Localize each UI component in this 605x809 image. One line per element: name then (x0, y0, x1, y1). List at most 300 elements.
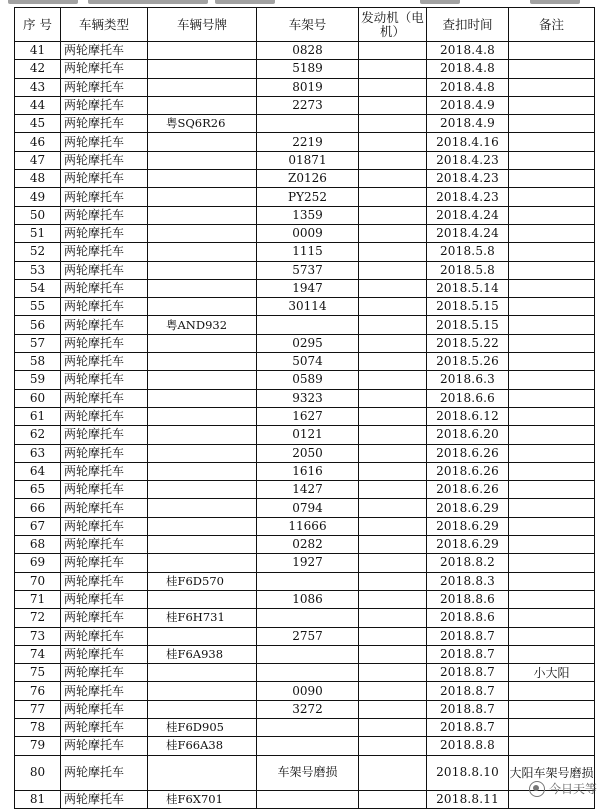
watermark (529, 780, 597, 797)
cell-no: 58 (15, 353, 61, 371)
table-row (15, 298, 595, 316)
cell-plate (148, 224, 257, 242)
table-row (15, 78, 595, 96)
cell-engine (359, 481, 427, 499)
cell-no: 65 (15, 481, 61, 499)
cell-engine (359, 96, 427, 114)
cell-vehicle-type: 两轮摩托车 (61, 499, 148, 517)
cell-vehicle-type: 两轮摩托车 (61, 682, 148, 700)
cell-vehicle-type: 两轮摩托车 (61, 462, 148, 480)
table-row (15, 718, 595, 736)
cell-no: 44 (15, 96, 61, 114)
cell-frame-number: 5074 (257, 353, 359, 371)
cell-seized-date: 2018.4.23 (427, 188, 509, 206)
cell-plate (148, 261, 257, 279)
cell-engine (359, 316, 427, 334)
cell-engine (359, 170, 427, 188)
cell-vehicle-type: 两轮摩托车 (61, 206, 148, 224)
cell-engine (359, 261, 427, 279)
cell-plate: 桂F66A38 (148, 737, 257, 755)
cell-plate (148, 755, 257, 790)
table-row (15, 755, 595, 790)
cell-plate: 桂F6X701 (148, 790, 257, 808)
cell-plate: 桂F6A938 (148, 645, 257, 663)
cell-note (509, 554, 595, 572)
cell-no: 81 (15, 790, 61, 808)
cell-seized-date: 2018.8.7 (427, 645, 509, 663)
cell-frame-number: 1427 (257, 481, 359, 499)
cell-seized-date: 2018.8.6 (427, 590, 509, 608)
cell-no: 61 (15, 407, 61, 425)
cell-note (509, 499, 595, 517)
table-row (15, 96, 595, 114)
cell-frame-number: 01871 (257, 151, 359, 169)
cell-seized-date: 2018.8.6 (427, 609, 509, 627)
cell-note (509, 188, 595, 206)
cell-plate (148, 481, 257, 499)
cell-frame-number: 车架号磨损 (257, 755, 359, 790)
cell-frame-number: 5737 (257, 261, 359, 279)
cell-plate: 桂F6D905 (148, 718, 257, 736)
cell-note (509, 78, 595, 96)
cell-vehicle-type: 两轮摩托车 (61, 353, 148, 371)
cell-frame-number: 2219 (257, 133, 359, 151)
cell-engine (359, 279, 427, 297)
table-body (15, 42, 595, 809)
cell-note (509, 627, 595, 645)
table-row (15, 737, 595, 755)
cell-note (509, 151, 595, 169)
table-row (15, 224, 595, 242)
table-row (15, 481, 595, 499)
cell-note (509, 572, 595, 590)
cell-no: 52 (15, 243, 61, 261)
cell-vehicle-type: 两轮摩托车 (61, 78, 148, 96)
header-note: 备注 (509, 8, 595, 42)
cell-seized-date: 2018.5.14 (427, 279, 509, 297)
cell-frame-number (257, 790, 359, 808)
cell-seized-date: 2018.6.26 (427, 481, 509, 499)
table-row (15, 407, 595, 425)
cell-engine (359, 188, 427, 206)
cell-plate (148, 407, 257, 425)
cell-engine (359, 645, 427, 663)
table-row (15, 42, 595, 60)
cell-note: 小大阳 (509, 664, 595, 682)
cell-frame-number: 1115 (257, 243, 359, 261)
cell-engine (359, 426, 427, 444)
table-row (15, 243, 595, 261)
cell-vehicle-type: 两轮摩托车 (61, 151, 148, 169)
cell-note (509, 536, 595, 554)
cell-vehicle-type: 两轮摩托车 (61, 279, 148, 297)
table-header-row (15, 8, 595, 42)
table-row (15, 115, 595, 133)
cell-frame-number: 1616 (257, 462, 359, 480)
cell-frame-number: 1947 (257, 279, 359, 297)
cell-plate (148, 42, 257, 60)
table-row (15, 790, 595, 808)
cell-vehicle-type: 两轮摩托车 (61, 590, 148, 608)
cell-plate: 桂F6D570 (148, 572, 257, 590)
cell-note (509, 96, 595, 114)
cell-vehicle-type: 两轮摩托车 (61, 755, 148, 790)
cell-vehicle-type: 两轮摩托车 (61, 664, 148, 682)
cell-vehicle-type: 两轮摩托车 (61, 536, 148, 554)
table-row (15, 353, 595, 371)
top-header-strip (0, 0, 605, 7)
cell-engine (359, 151, 427, 169)
cell-vehicle-type: 两轮摩托车 (61, 298, 148, 316)
header-engine: 发动机（电机） (359, 8, 427, 42)
cell-engine (359, 462, 427, 480)
cell-vehicle-type: 两轮摩托车 (61, 115, 148, 133)
cell-engine (359, 371, 427, 389)
cell-no: 62 (15, 426, 61, 444)
cell-vehicle-type: 两轮摩托车 (61, 517, 148, 535)
cell-seized-date: 2018.6.29 (427, 517, 509, 535)
cell-note (509, 517, 595, 535)
cell-no: 64 (15, 462, 61, 480)
cell-no: 51 (15, 224, 61, 242)
cell-vehicle-type: 两轮摩托车 (61, 627, 148, 645)
cell-seized-date: 2018.8.2 (427, 554, 509, 572)
cell-seized-date: 2018.5.26 (427, 353, 509, 371)
cell-engine (359, 755, 427, 790)
cell-frame-number: 0295 (257, 334, 359, 352)
cell-plate (148, 60, 257, 78)
cell-vehicle-type: 两轮摩托车 (61, 96, 148, 114)
cell-note (509, 334, 595, 352)
cell-plate (148, 627, 257, 645)
table-row (15, 664, 595, 682)
cell-engine (359, 133, 427, 151)
cell-engine (359, 42, 427, 60)
cell-note (509, 737, 595, 755)
table-row (15, 279, 595, 297)
cell-note (509, 42, 595, 60)
cell-note (509, 426, 595, 444)
header-vehicle-type: 车辆类型 (61, 8, 148, 42)
cell-frame-number: 9323 (257, 389, 359, 407)
cell-frame-number: 2757 (257, 627, 359, 645)
cell-engine (359, 407, 427, 425)
cell-vehicle-type: 两轮摩托车 (61, 645, 148, 663)
cell-frame-number (257, 115, 359, 133)
cell-vehicle-type: 两轮摩托车 (61, 42, 148, 60)
cell-note (509, 645, 595, 663)
cell-no: 49 (15, 188, 61, 206)
table-row (15, 444, 595, 462)
cell-note (509, 407, 595, 425)
cell-vehicle-type: 两轮摩托车 (61, 188, 148, 206)
cell-plate (148, 188, 257, 206)
cell-frame-number: 0009 (257, 224, 359, 242)
cell-vehicle-type: 两轮摩托车 (61, 700, 148, 718)
cell-vehicle-type: 两轮摩托车 (61, 407, 148, 425)
cell-seized-date: 2018.5.8 (427, 243, 509, 261)
cell-vehicle-type: 两轮摩托车 (61, 133, 148, 151)
cell-note (509, 700, 595, 718)
cell-vehicle-type: 两轮摩托车 (61, 224, 148, 242)
cell-frame-number (257, 664, 359, 682)
cell-engine (359, 554, 427, 572)
cell-seized-date: 2018.5.15 (427, 316, 509, 334)
cell-seized-date: 2018.4.8 (427, 78, 509, 96)
cell-no: 54 (15, 279, 61, 297)
table-row (15, 627, 595, 645)
cell-note (509, 316, 595, 334)
cell-note (509, 462, 595, 480)
cell-vehicle-type: 两轮摩托车 (61, 389, 148, 407)
cell-seized-date: 2018.4.9 (427, 115, 509, 133)
cell-seized-date: 2018.8.10 (427, 755, 509, 790)
watermark-text: 今日天等 (548, 782, 597, 796)
cell-no: 60 (15, 389, 61, 407)
cell-no: 68 (15, 536, 61, 554)
cell-note (509, 279, 595, 297)
cell-seized-date: 2018.6.3 (427, 371, 509, 389)
cell-vehicle-type: 两轮摩托车 (61, 718, 148, 736)
cell-plate (148, 444, 257, 462)
cell-vehicle-type: 两轮摩托车 (61, 790, 148, 808)
cell-plate (148, 279, 257, 297)
cell-no: 45 (15, 115, 61, 133)
cell-plate: 桂F6H731 (148, 609, 257, 627)
cell-note (509, 444, 595, 462)
cell-frame-number (257, 572, 359, 590)
cell-vehicle-type: 两轮摩托车 (61, 609, 148, 627)
cell-no: 59 (15, 371, 61, 389)
cell-engine (359, 572, 427, 590)
cell-plate (148, 499, 257, 517)
cell-frame-number: 0794 (257, 499, 359, 517)
cell-seized-date: 2018.8.8 (427, 737, 509, 755)
cell-note (509, 261, 595, 279)
cell-seized-date: 2018.8.7 (427, 700, 509, 718)
cell-no: 57 (15, 334, 61, 352)
cell-vehicle-type: 两轮摩托车 (61, 243, 148, 261)
table-row (15, 261, 595, 279)
cell-note (509, 224, 595, 242)
cell-engine (359, 790, 427, 808)
cell-seized-date: 2018.5.22 (427, 334, 509, 352)
cell-seized-date: 2018.6.20 (427, 426, 509, 444)
seized-vehicles-table (14, 7, 595, 809)
cell-vehicle-type: 两轮摩托车 (61, 572, 148, 590)
cell-vehicle-type: 两轮摩托车 (61, 426, 148, 444)
cell-engine (359, 243, 427, 261)
table-row (15, 316, 595, 334)
cell-no: 41 (15, 42, 61, 60)
cell-engine (359, 334, 427, 352)
table-row (15, 389, 595, 407)
cell-plate (148, 536, 257, 554)
cell-vehicle-type: 两轮摩托车 (61, 371, 148, 389)
table-row (15, 536, 595, 554)
cell-seized-date: 2018.4.23 (427, 151, 509, 169)
cell-no: 72 (15, 609, 61, 627)
table-row (15, 499, 595, 517)
cell-seized-date: 2018.4.23 (427, 170, 509, 188)
table-row (15, 590, 595, 608)
cell-no: 50 (15, 206, 61, 224)
cell-note (509, 298, 595, 316)
cell-frame-number: 2050 (257, 444, 359, 462)
cell-engine (359, 517, 427, 535)
cell-plate (148, 371, 257, 389)
cell-no: 73 (15, 627, 61, 645)
wechat-logo-icon (529, 781, 545, 797)
cell-seized-date: 2018.6.26 (427, 462, 509, 480)
cell-note (509, 170, 595, 188)
cell-plate (148, 133, 257, 151)
cell-plate (148, 206, 257, 224)
cell-engine (359, 536, 427, 554)
cell-frame-number: PY252 (257, 188, 359, 206)
table-row (15, 700, 595, 718)
cell-note (509, 133, 595, 151)
cell-seized-date: 2018.8.7 (427, 682, 509, 700)
cell-vehicle-type: 两轮摩托车 (61, 261, 148, 279)
cell-note (509, 206, 595, 224)
table-row (15, 609, 595, 627)
cell-engine (359, 444, 427, 462)
cell-frame-number: Z0126 (257, 170, 359, 188)
cell-frame-number: 5189 (257, 60, 359, 78)
cell-plate (148, 78, 257, 96)
cell-plate (148, 151, 257, 169)
cell-no: 71 (15, 590, 61, 608)
cell-plate (148, 682, 257, 700)
cell-note (509, 371, 595, 389)
cell-engine (359, 224, 427, 242)
cell-vehicle-type: 两轮摩托车 (61, 554, 148, 572)
cell-engine (359, 627, 427, 645)
table-row (15, 334, 595, 352)
cell-no: 78 (15, 718, 61, 736)
cell-seized-date: 2018.6.29 (427, 536, 509, 554)
table-row (15, 170, 595, 188)
cell-note (509, 481, 595, 499)
cell-seized-date: 2018.8.7 (427, 718, 509, 736)
cell-plate (148, 426, 257, 444)
table-row (15, 554, 595, 572)
table-row (15, 371, 595, 389)
cell-engine (359, 737, 427, 755)
table-row (15, 572, 595, 590)
cell-frame-number (257, 737, 359, 755)
cell-seized-date: 2018.6.12 (427, 407, 509, 425)
cell-note (509, 590, 595, 608)
cell-plate (148, 700, 257, 718)
cell-seized-date: 2018.5.8 (427, 261, 509, 279)
cell-no: 47 (15, 151, 61, 169)
cell-seized-date: 2018.4.8 (427, 60, 509, 78)
cell-seized-date: 2018.4.9 (427, 96, 509, 114)
cell-engine (359, 590, 427, 608)
cell-no: 56 (15, 316, 61, 334)
cell-engine (359, 609, 427, 627)
cell-note (509, 243, 595, 261)
cell-no: 66 (15, 499, 61, 517)
cell-engine (359, 353, 427, 371)
cell-plate (148, 462, 257, 480)
cell-vehicle-type: 两轮摩托车 (61, 737, 148, 755)
cell-note: 大阳车架号磨损 (509, 755, 595, 790)
cell-plate (148, 389, 257, 407)
cell-plate (148, 664, 257, 682)
cell-frame-number: 0121 (257, 426, 359, 444)
cell-frame-number: 30114 (257, 298, 359, 316)
cell-engine (359, 389, 427, 407)
cell-vehicle-type: 两轮摩托车 (61, 444, 148, 462)
cell-seized-date: 2018.4.8 (427, 42, 509, 60)
cell-no: 46 (15, 133, 61, 151)
cell-seized-date: 2018.8.7 (427, 664, 509, 682)
cell-frame-number: 1086 (257, 590, 359, 608)
cell-no: 48 (15, 170, 61, 188)
cell-vehicle-type: 两轮摩托车 (61, 170, 148, 188)
cell-no: 76 (15, 682, 61, 700)
cell-no: 55 (15, 298, 61, 316)
cell-vehicle-type: 两轮摩托车 (61, 481, 148, 499)
cell-no: 70 (15, 572, 61, 590)
cell-frame-number: 0828 (257, 42, 359, 60)
cell-frame-number: 0282 (257, 536, 359, 554)
cell-engine (359, 718, 427, 736)
cell-plate (148, 353, 257, 371)
cell-vehicle-type: 两轮摩托车 (61, 316, 148, 334)
table-row (15, 426, 595, 444)
cell-frame-number: 1359 (257, 206, 359, 224)
header-seized-date: 查扣时间 (427, 8, 509, 42)
cell-frame-number: 0589 (257, 371, 359, 389)
cell-seized-date: 2018.5.15 (427, 298, 509, 316)
cell-engine (359, 499, 427, 517)
cell-note (509, 389, 595, 407)
table-row (15, 60, 595, 78)
cell-no: 75 (15, 664, 61, 682)
table-row (15, 462, 595, 480)
cell-frame-number: 2273 (257, 96, 359, 114)
cell-vehicle-type: 两轮摩托车 (61, 60, 148, 78)
cell-frame-number: 1627 (257, 407, 359, 425)
cell-engine (359, 298, 427, 316)
table-row (15, 133, 595, 151)
cell-no: 42 (15, 60, 61, 78)
cell-frame-number: 1927 (257, 554, 359, 572)
cell-plate (148, 554, 257, 572)
cell-no: 80 (15, 755, 61, 790)
cell-frame-number (257, 609, 359, 627)
cell-engine (359, 60, 427, 78)
cell-no: 63 (15, 444, 61, 462)
cell-frame-number: 3272 (257, 700, 359, 718)
cell-engine (359, 682, 427, 700)
cell-plate (148, 170, 257, 188)
cell-note (509, 60, 595, 78)
cell-engine (359, 78, 427, 96)
cell-seized-date: 2018.4.24 (427, 224, 509, 242)
cell-no: 53 (15, 261, 61, 279)
cell-plate: 粤AND932 (148, 316, 257, 334)
cell-plate (148, 96, 257, 114)
cell-no: 43 (15, 78, 61, 96)
cell-seized-date: 2018.4.16 (427, 133, 509, 151)
cell-seized-date: 2018.8.7 (427, 627, 509, 645)
table-row (15, 206, 595, 224)
